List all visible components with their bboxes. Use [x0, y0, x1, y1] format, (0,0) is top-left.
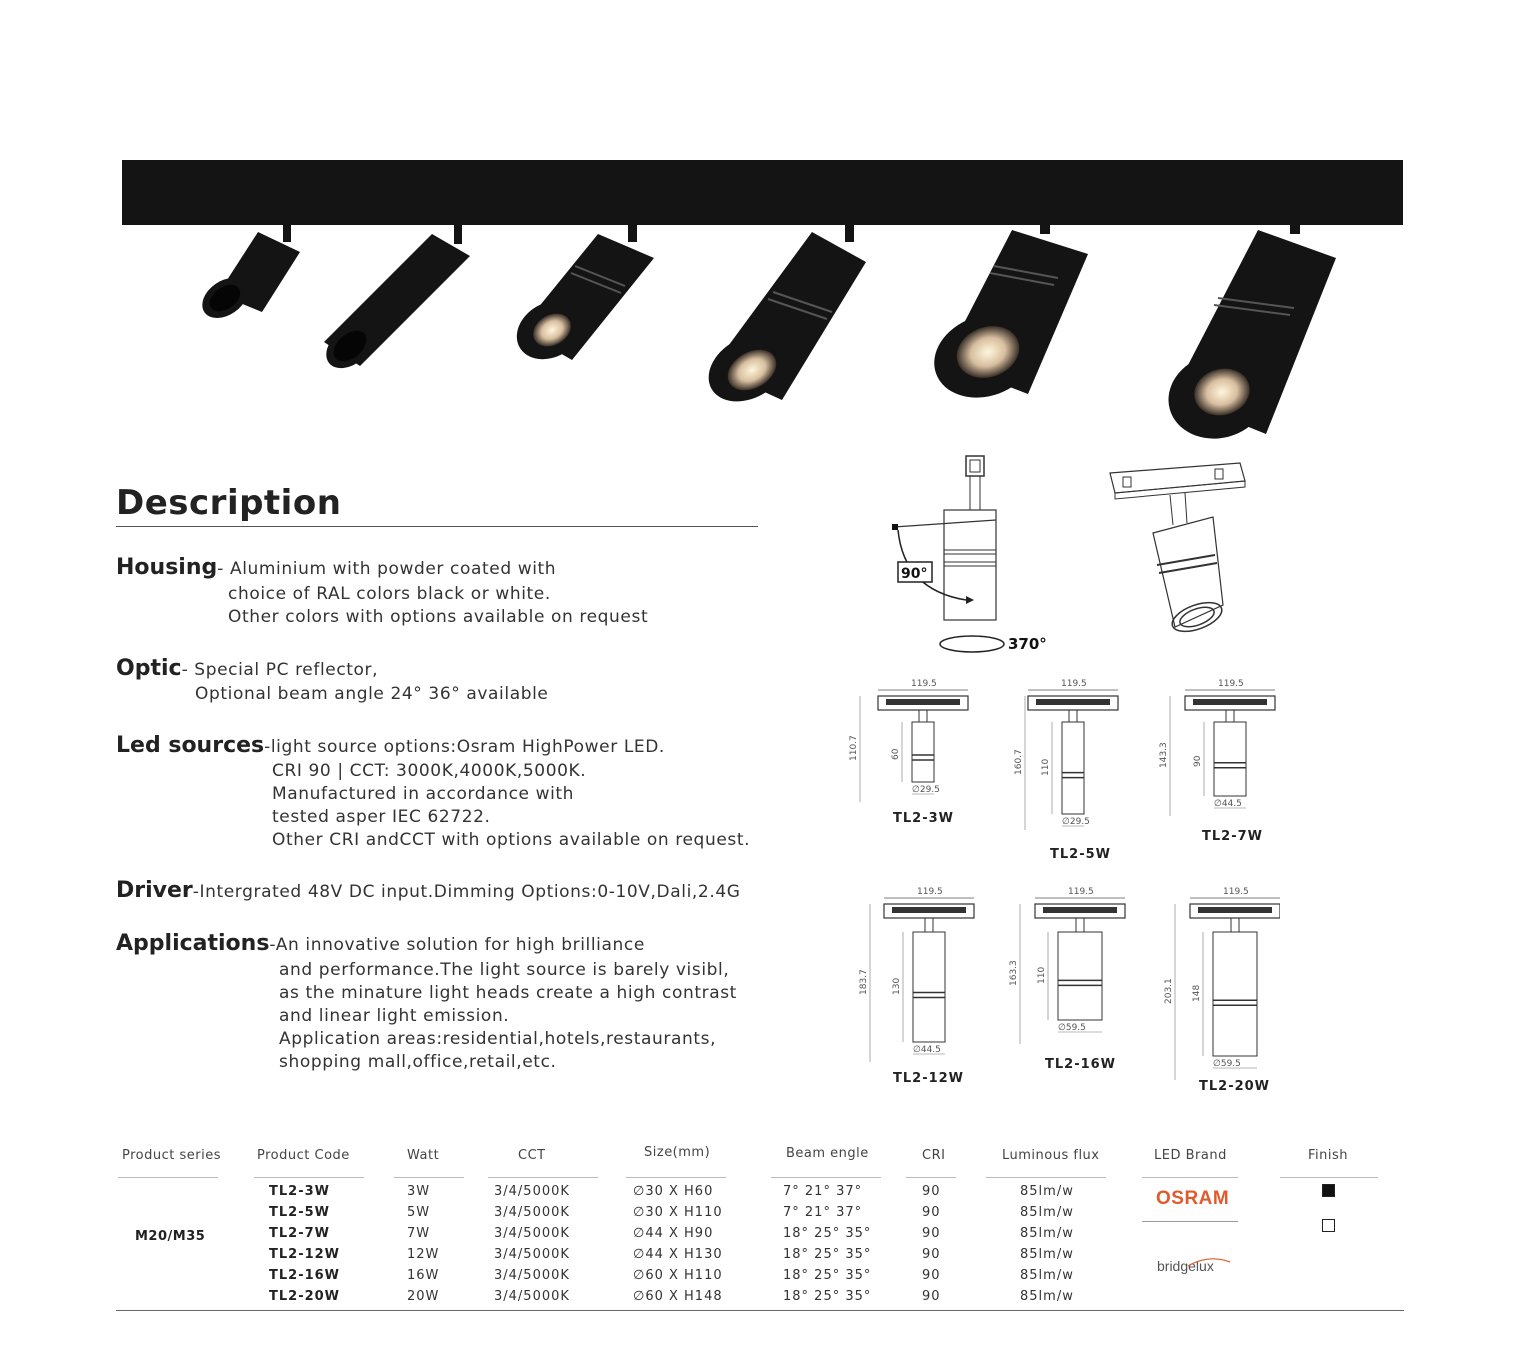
header-underline: [1142, 1177, 1238, 1178]
tilt-angle-label: 90°: [901, 566, 928, 582]
diameter-dimension-label: ∅29.5: [912, 785, 940, 795]
description-title: Description: [116, 483, 342, 523]
diameter-dimension-label: ∅59.5: [1213, 1059, 1241, 1069]
cell-cri: 90: [922, 1226, 941, 1241]
cell-beam: 18° 25° 35°: [783, 1289, 872, 1304]
cell-beam: 18° 25° 35°: [783, 1247, 872, 1262]
description-divider: [116, 526, 758, 527]
track-rail-slot: [1198, 907, 1272, 913]
total-dimension-label: 203.1: [1164, 978, 1174, 1004]
finish-black-swatch: [1322, 1184, 1335, 1197]
section-line: shopping mall,office,retail,etc.: [279, 1052, 557, 1072]
section-heading: Led sources: [116, 733, 265, 758]
cell-cri: 90: [922, 1289, 941, 1304]
header-underline: [488, 1177, 598, 1178]
track-rail-slot: [1043, 907, 1117, 913]
header-underline: [1280, 1177, 1378, 1178]
cell-watt: 5W: [407, 1205, 431, 1220]
fixture-body: [913, 932, 945, 1042]
cell-cct: 3/4/5000K: [494, 1205, 570, 1220]
fixture-body: [1213, 932, 1257, 1056]
fixture-body: [1058, 932, 1102, 1020]
cell-flux: 85lm/w: [1020, 1205, 1074, 1220]
width-dimension-label: 119.5: [1223, 887, 1249, 897]
dimension-drawings: [840, 670, 1280, 1100]
body-dimension-label: 130: [892, 977, 902, 995]
section-heading: Driver: [116, 878, 193, 903]
col-header-cct: CCT: [518, 1148, 546, 1163]
col-header-brand: LED Brand: [1154, 1148, 1227, 1163]
header-underline: [118, 1177, 218, 1178]
cell-code: TL2-5W: [269, 1205, 330, 1220]
section-line: tested asper IEC 62722.: [272, 807, 491, 827]
header-underline: [906, 1177, 956, 1178]
cell-beam: 18° 25° 35°: [783, 1226, 872, 1241]
section-line: Other colors with options available on request: [228, 607, 649, 627]
finish-white-swatch: [1322, 1219, 1335, 1232]
section-line: and performance.The light source is barely visibl,: [279, 960, 730, 980]
track-rail-slot: [886, 699, 960, 705]
width-dimension-label: 119.5: [917, 887, 943, 897]
cell-size: ∅30 X H110: [633, 1205, 723, 1220]
section-line: - Aluminium with powder coated with: [217, 559, 557, 579]
cell-cct: 3/4/5000K: [494, 1247, 570, 1262]
header-underline: [771, 1177, 881, 1178]
brand-divider: [1142, 1221, 1238, 1222]
cell-watt: 16W: [407, 1268, 440, 1283]
section-line: Application areas:residential,hotels,restaurants,: [279, 1029, 717, 1049]
header-underline: [626, 1177, 726, 1178]
cell-code: TL2-12W: [269, 1247, 341, 1262]
product-series: M20/M35: [135, 1229, 206, 1244]
cell-size: ∅44 X H90: [633, 1226, 714, 1241]
spotlight-3w: [195, 220, 300, 326]
model-label-tl2-7w: TL2-7W: [1202, 829, 1263, 844]
body-dimension-label: 90: [1193, 755, 1203, 767]
track-rail-slot: [892, 907, 966, 913]
section-heading: Optic: [116, 656, 182, 681]
col-header-series: Product series: [122, 1148, 221, 1163]
diameter-dimension-label: ∅59.5: [1058, 1023, 1086, 1033]
cell-size: ∅60 X H110: [633, 1268, 723, 1283]
cell-flux: 85lm/w: [1020, 1289, 1074, 1304]
section-line: CRI 90 | CCT: 3000K,4000K,5000K.: [272, 761, 587, 781]
section-line: -An innovative solution for high brilliance: [269, 935, 645, 955]
col-header-size: Size(mm): [644, 1145, 711, 1160]
cell-flux: 85lm/w: [1020, 1247, 1074, 1262]
model-label-tl2-20w: TL2-20W: [1199, 1079, 1271, 1094]
bridgelux-swoosh: [1186, 1256, 1232, 1268]
fixture-stem: [925, 918, 933, 932]
section-line: -Intergrated 48V DC input.Dimming Options:0-10V,Dali,2.4G: [192, 882, 741, 902]
cell-code: TL2-16W: [269, 1268, 341, 1283]
model-label-tl2-16w: TL2-16W: [1045, 1057, 1117, 1072]
col-header-watt: Watt: [407, 1148, 440, 1163]
col-header-finish: Finish: [1308, 1148, 1349, 1163]
body-dimension-label: 60: [891, 748, 901, 760]
section-led-sources: [116, 733, 665, 759]
section-line: - Special PC reflector,: [181, 660, 379, 680]
cell-size: ∅60 X H148: [633, 1289, 723, 1304]
fixture-line-drawing: [1105, 455, 1255, 635]
fixture-stem: [1231, 918, 1239, 932]
spotlight-16w: [922, 220, 1088, 411]
width-dimension-label: 119.5: [1061, 679, 1087, 689]
width-dimension-label: 119.5: [1068, 887, 1094, 897]
rotate-angle-label: 370°: [1008, 635, 1047, 653]
section-housing: [116, 555, 556, 581]
col-header-cri: CRI: [922, 1148, 946, 1163]
section-line: Optional beam angle 24° 36° available: [195, 684, 549, 704]
cell-code: TL2-3W: [269, 1184, 330, 1199]
total-dimension-label: 183.7: [859, 969, 869, 995]
diameter-dimension-label: ∅44.5: [913, 1045, 941, 1055]
header-underline: [986, 1177, 1106, 1178]
cell-beam: 7° 21° 37°: [783, 1205, 863, 1220]
model-label-tl2-5w: TL2-5W: [1050, 847, 1111, 862]
cell-flux: 85lm/w: [1020, 1184, 1074, 1199]
total-dimension-label: 163.3: [1009, 960, 1019, 986]
cell-cri: 90: [922, 1268, 941, 1283]
col-header-code: Product Code: [257, 1148, 350, 1163]
total-dimension-label: 143.3: [1159, 742, 1169, 768]
section-driver: [116, 878, 741, 904]
cell-cri: 90: [922, 1184, 941, 1199]
cell-beam: 18° 25° 35°: [783, 1268, 872, 1283]
cell-watt: 20W: [407, 1289, 440, 1304]
cell-cct: 3/4/5000K: [494, 1226, 570, 1241]
cell-watt: 12W: [407, 1247, 440, 1262]
spotlight-12w: [697, 220, 866, 415]
section-line: Manufactured in accordance with: [272, 784, 575, 804]
model-label-tl2-12w: TL2-12W: [893, 1071, 965, 1086]
section-heading: Applications: [116, 931, 270, 956]
spotlight-20w: [1159, 220, 1336, 450]
cell-size: ∅30 X H60: [633, 1184, 714, 1199]
cell-flux: 85lm/w: [1020, 1226, 1074, 1241]
spotlight-7w: [506, 220, 654, 371]
track-rail-slot: [1036, 699, 1110, 705]
col-header-flux: Luminous flux: [1002, 1148, 1100, 1163]
total-dimension-label: 160.7: [1014, 749, 1024, 775]
track-rail-slot: [1193, 699, 1267, 705]
rotation-diagram: [870, 450, 1070, 660]
cell-watt: 7W: [407, 1226, 431, 1241]
cell-cct: 3/4/5000K: [494, 1184, 570, 1199]
diameter-dimension-label: ∅44.5: [1214, 799, 1242, 809]
cell-code: TL2-20W: [269, 1289, 341, 1304]
section-applications: [116, 931, 645, 957]
section-line: and linear light emission.: [279, 1006, 510, 1026]
spotlight-product-image: [0, 0, 1520, 450]
cell-cct: 3/4/5000K: [494, 1268, 570, 1283]
fixture-stem: [919, 710, 927, 722]
width-dimension-label: 119.5: [911, 679, 937, 689]
cell-flux: 85lm/w: [1020, 1268, 1074, 1283]
cell-beam: 7° 21° 37°: [783, 1184, 863, 1199]
section-line: choice of RAL colors black or white.: [228, 584, 551, 604]
section-optic: [116, 656, 378, 682]
section-line: as the minature light heads create a high contrast: [279, 983, 737, 1003]
model-label-tl2-3w: TL2-3W: [893, 811, 954, 826]
fixture-stem: [1226, 710, 1234, 722]
cell-cct: 3/4/5000K: [494, 1289, 570, 1304]
body-dimension-label: 110: [1041, 758, 1051, 776]
cell-watt: 3W: [407, 1184, 431, 1199]
total-dimension-label: 110.7: [849, 735, 859, 761]
section-line: Other CRI andCCT with options available on request.: [272, 830, 751, 850]
section-line: -light source options:Osram HighPower LED.: [264, 737, 665, 757]
section-heading: Housing: [116, 555, 218, 580]
fixture-body: [912, 722, 934, 782]
table-bottom-rule: [116, 1310, 1404, 1311]
cell-cri: 90: [922, 1247, 941, 1262]
header-underline: [254, 1177, 364, 1178]
width-dimension-label: 119.5: [1218, 679, 1244, 689]
brand-osram-logo: OSRAM: [1156, 1188, 1230, 1209]
diameter-dimension-label: ∅29.5: [1062, 817, 1090, 827]
fixture-stem: [1076, 918, 1084, 932]
col-header-beam: Beam engle: [786, 1146, 869, 1161]
header-underline: [394, 1177, 464, 1178]
body-dimension-label: 148: [1192, 984, 1202, 1002]
cell-cri: 90: [922, 1205, 941, 1220]
fixture-body: [1214, 722, 1246, 796]
cell-code: TL2-7W: [269, 1226, 330, 1241]
bridgelux-wordmark: bridgelux: [1157, 1258, 1214, 1274]
body-dimension-label: 110: [1037, 966, 1047, 984]
cell-size: ∅44 X H130: [633, 1247, 723, 1262]
fixture-stem: [1069, 710, 1077, 722]
fixture-body: [1062, 722, 1084, 814]
spotlight-5w: [318, 220, 470, 377]
